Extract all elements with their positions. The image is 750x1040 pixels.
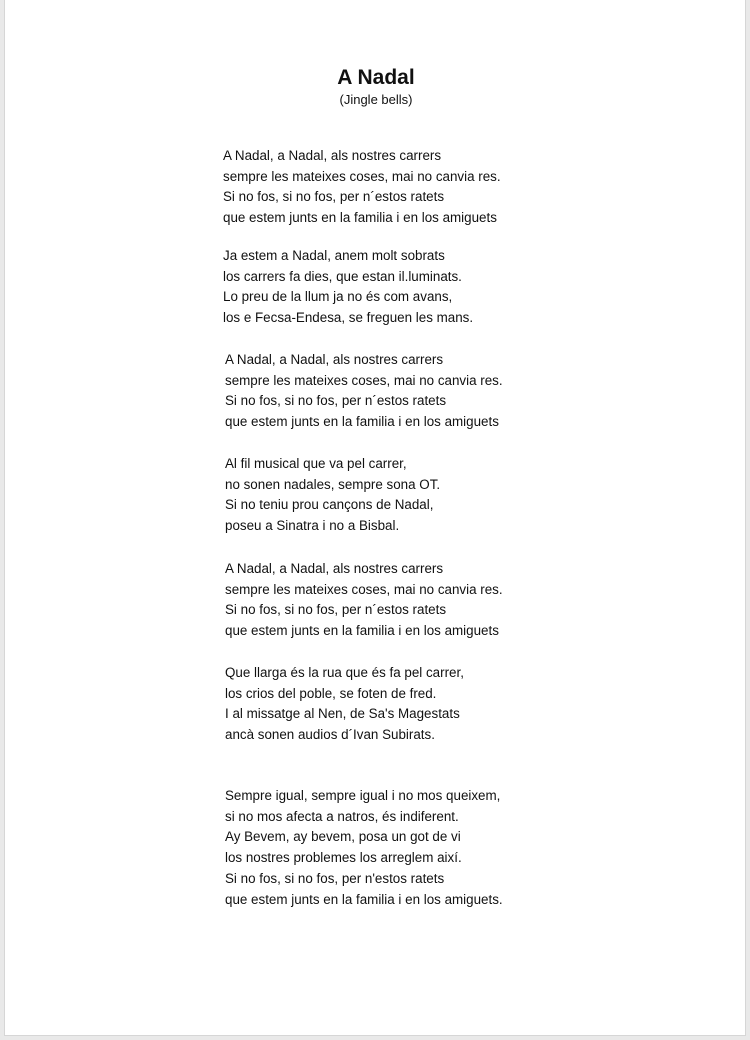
stanza-chorus [225,559,503,642]
lyric-line: Ja estem a Nadal, anem molt sobrats [223,248,445,263]
lyric-line: sempre les mateixes coses, mai no canvia res. [225,581,503,597]
lyric-line: los carrers fa dies, que estan il.luminats. [223,268,462,284]
stanza-verse [223,246,473,329]
lyric-line: ancà sonen audios d´Ivan Subirats. [225,727,435,743]
stanza-chorus [223,146,501,229]
stanza-chorus [225,350,503,433]
lyric-line: Si no fos, si no fos, per n´estos ratets [223,189,445,205]
lyric-line: que estem junts en la familia i en los amiguets. [225,891,503,907]
lyric-line: que estem junts en la familia i en los amiguets [225,414,499,430]
lyric-line: Sempre igual, sempre igual i no mos queixem, [225,788,501,803]
lyric-line: Lo preu de la llum ja no és com avans, [223,289,453,305]
song-title: A Nadal [337,66,415,89]
lyric-line: los crios del poble, se foten de fred. [225,685,437,701]
lyric-line: Si no fos, si no fos, per n´estos ratets [225,602,447,618]
lyric-line: Si no fos, si no fos, per n´estos ratets [225,393,447,409]
lyric-line: los nostres problemes los arreglem així. [225,850,462,866]
lyric-line: que estem junts en la familia i en los amiguets [225,623,499,639]
lyric-line: los e Fecsa-Endesa, se freguen les mans. [223,310,474,326]
stanza-verse [225,454,440,537]
lyric-line: Si no fos, si no fos, per n'estos ratets [225,870,445,886]
lyric-line: A Nadal, a Nadal, als nostres carrers [225,352,444,367]
stanza-verse [225,663,464,746]
lyric-line: sempre les mateixes coses, mai no canvia res. [225,372,503,388]
lyric-line: A Nadal, a Nadal, als nostres carrers [225,561,444,576]
lyric-line: I al missatge al Nen, de Sa's Magestats [225,706,460,722]
lyric-line: si no mos afecta a natros, és indiferent. [225,808,459,824]
lyric-line: poseu a Sinatra i no a Bisbal. [225,518,400,534]
song-subtitle: (Jingle bells) [339,92,413,107]
lyric-line: que estem junts en la familia i en los amiguets [223,210,497,226]
lyric-line: no sonen nadales, sempre sona OT. [225,476,441,492]
document-page [4,0,746,1036]
lyric-line: Si no teniu prou cançons de Nadal, [225,497,434,513]
lyric-line: Al fil musical que va pel carrer, [225,456,407,471]
lyric-line: Ay Bevem, ay bevem, posa un got de vi [225,829,461,845]
lyric-line: A Nadal, a Nadal, als nostres carrers [223,148,442,163]
stanza-final [225,786,503,910]
lyric-line: Que llarga és la rua que és fa pel carrer, [225,665,464,680]
lyric-line: sempre les mateixes coses, mai no canvia res. [223,168,501,184]
